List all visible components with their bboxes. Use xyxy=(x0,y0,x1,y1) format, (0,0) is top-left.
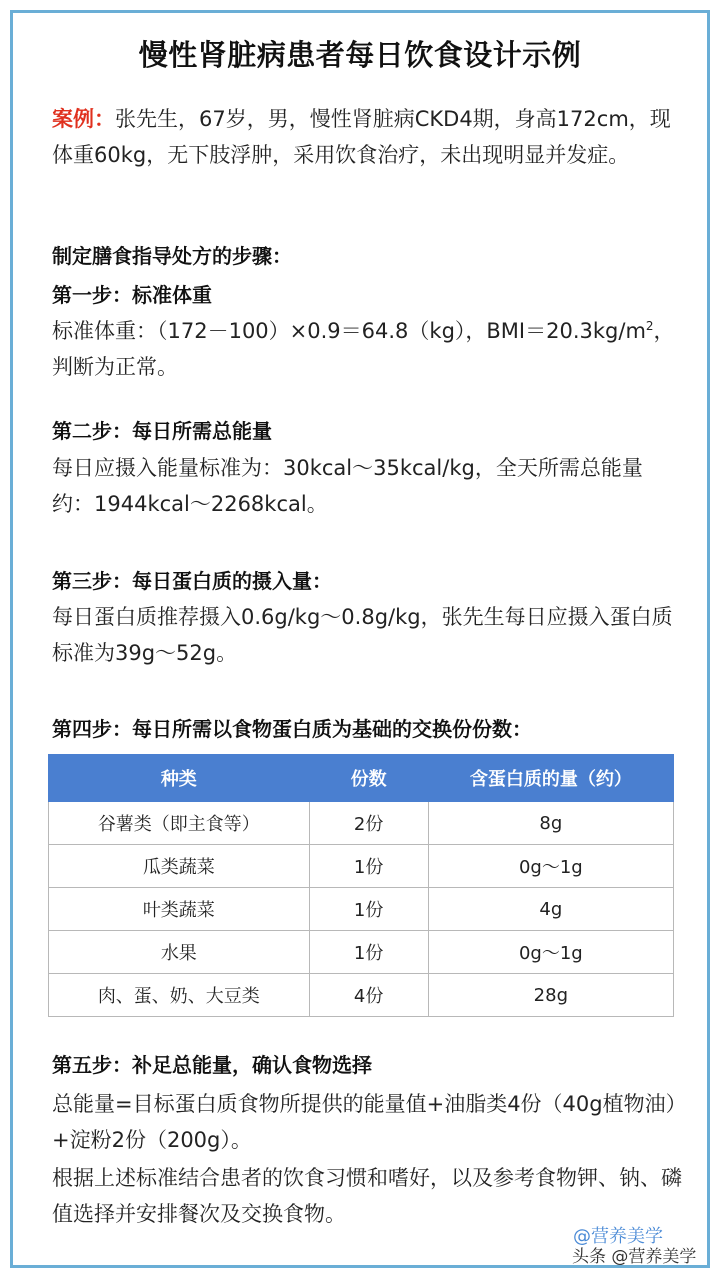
page-title: 慢性肾脏病患者每日饮食设计示例 xyxy=(138,38,582,72)
case-paragraph xyxy=(52,101,682,173)
watermark-tag: @营养美学 xyxy=(573,1226,663,1247)
case-label: 案例： xyxy=(52,107,115,131)
table-cell-servings: 1份 xyxy=(309,931,428,974)
table-row xyxy=(49,974,674,1017)
table-cell-protein: 28g xyxy=(428,974,673,1017)
table-header-protein: 含蛋白质的量（约） xyxy=(428,755,673,802)
watermark-source: 头条 @营养美学 xyxy=(572,1247,697,1267)
table-cell-protein: 0g～1g xyxy=(428,931,673,974)
step5-text-2: 根据上述标准结合患者的饮食习惯和嗜好，以及参考食物钾、钠、磷值选择并安排餐次及交换食物。 xyxy=(52,1166,682,1226)
step1-superscript: 2 xyxy=(645,319,654,333)
step3-heading: 第三步：每日蛋白质的摄入量： xyxy=(52,569,332,593)
exchange-table xyxy=(48,754,674,1017)
step1-text-tail: ，判断为正常。 xyxy=(52,319,675,379)
table-header-servings: 份数 xyxy=(309,755,428,802)
table-cell-servings: 1份 xyxy=(309,888,428,931)
table-cell-category: 肉、蛋、奶、大豆类 xyxy=(49,974,310,1017)
step5-text-1: 总能量=目标蛋白质食物所提供的能量值+油脂类4份（40g植物油）+淀粉2份（200g）。 xyxy=(52,1092,677,1152)
table-row xyxy=(49,802,674,845)
table-cell-category: 谷薯类（即主食等） xyxy=(49,802,310,845)
table-cell-category: 水果 xyxy=(49,931,310,974)
table-row xyxy=(49,888,674,931)
table-cell-servings: 4份 xyxy=(309,974,428,1017)
step1-heading: 第一步：标准体重 xyxy=(52,283,212,307)
table-row xyxy=(49,845,674,888)
table-cell-category: 瓜类蔬菜 xyxy=(49,845,310,888)
step5-heading: 第五步：补足总能量，确认食物选择 xyxy=(52,1053,372,1077)
table-cell-servings: 1份 xyxy=(309,845,428,888)
table-cell-protein: 4g xyxy=(428,888,673,931)
step2-heading: 第二步：每日所需总能量 xyxy=(52,419,272,443)
steps-intro-heading: 制定膳食指导处方的步骤： xyxy=(52,244,292,268)
table-header-row xyxy=(49,755,674,802)
table-cell-protein: 0g～1g xyxy=(428,845,673,888)
case-text: 张先生，67岁，男，慢性肾脏病CKD4期，身高172cm，现体重60kg，无下肢浮肿，采用饮食治疗，未出现明显并发症。 xyxy=(52,107,671,167)
step3-text: 每日蛋白质推荐摄入0.6g/kg～0.8g/kg，张先生每日应摄入蛋白质标准为39g～52g。 xyxy=(52,605,673,665)
table-cell-servings: 2份 xyxy=(309,802,428,845)
table-cell-category: 叶类蔬菜 xyxy=(49,888,310,931)
table-row xyxy=(49,931,674,974)
table-header-category: 种类 xyxy=(49,755,310,802)
step1-text xyxy=(52,313,682,385)
table-cell-protein: 8g xyxy=(428,802,673,845)
step2-text: 每日应摄入能量标准为：30kcal～35kcal/kg，全天所需总能量约：1944kcal～2268kcal。 xyxy=(52,456,643,516)
step1-text-main: 标准体重：（172－100）×0.9＝64.8（kg），BMI＝20.3kg/m xyxy=(52,319,646,343)
step4-heading: 第四步：每日所需以食物蛋白质为基础的交换份份数： xyxy=(52,717,532,741)
